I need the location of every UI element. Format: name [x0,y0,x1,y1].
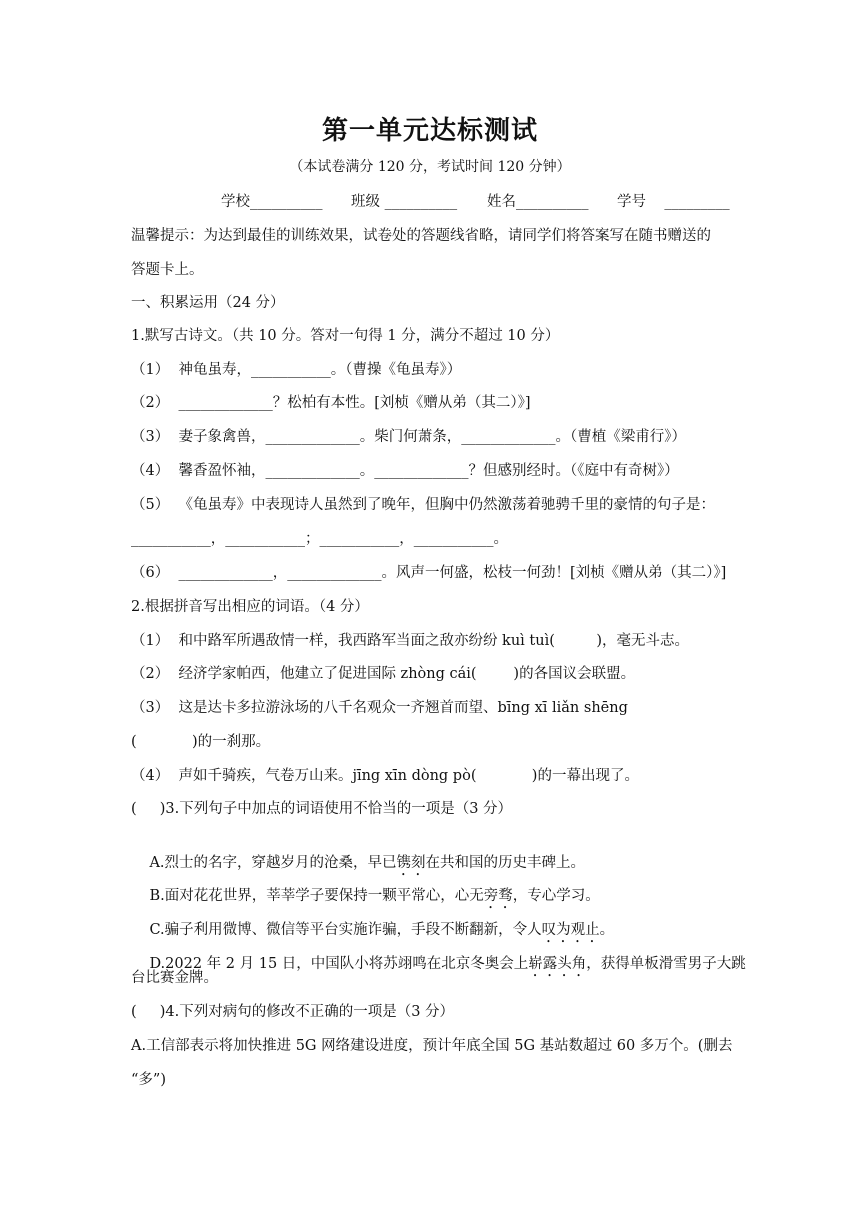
question-2-item: （1） 和中路军所遇敌情一样，我西路军当面之敌亦纷纷 kuì tuì( )，毫无斗志。 [131,633,690,649]
page-title: 第一单元达标测试 [321,116,538,146]
student-number-field: 学号 _________ [617,194,730,210]
student-info-row [221,190,730,210]
dotted-word: 旁骛 [483,888,513,904]
exam-subtitle: （本试卷满分 120 分，考试时间 120 分钟） [289,159,571,175]
question-4-stem: ( )4.下列对病句的修改不正确的一项是（3 分） [131,1004,455,1020]
question-1-item: （6） _____________，_____________。风声一何盛，松枝一何劲！[刘桢《赠从弟（其二）》] [131,565,727,581]
question-1-item: （5） 《龟虽寿》中表现诗人虽然到了晚年，但胸中仍然激荡着驰骋千里的豪情的句子是： [131,497,715,513]
school-field: 学校__________ [221,194,323,210]
option-text: B.面对花花世界，莘莘学子要保持一颗平常心，心无 [149,888,484,904]
option-text: A.烈士的名字，穿越岁月的沧桑，早已 [149,855,397,871]
question-1-item: ___________，___________；___________，___________。 [131,531,508,547]
notice-line-2: 答题卡上。 [131,262,204,278]
question-1-item: （2） _____________？松柏有本性。[刘桢《赠从弟（其二）》] [131,395,531,411]
question-1-item: （1） 神龟虽寿，___________。（曹操《龟虽寿》） [131,362,462,378]
option-text: 在共和国的历史丰碑上。 [425,855,586,871]
option-text: ，专心学习。 [512,888,600,904]
question-1-stem: 1.默写古诗文。（共 10 分。答对一句得 1 分，满分不超过 10 分） [131,328,560,344]
option-text: 。 [599,922,615,938]
question-1-item: （4） 馨香盈怀袖，_____________。_____________？但感别经时。（《庭中有奇树》） [131,463,679,479]
section-heading: 一、积累运用（24 分） [131,295,285,311]
option-text: D.2022 年 2 月 15 日，中国队小将苏翊鸣在北京冬奥会上 [149,956,529,972]
question-2-item: （4） 声如千骑疾，气卷万山来。jīng xīn dòng pò( )的一幕出现了。 [131,768,639,784]
option-text: ，获得单板滑雪男子大跳 [586,956,746,972]
dotted-word: 崭露头角 [528,956,587,972]
question-3-stem: ( )3.下列句子中加点的词语使用不恰当的一项是（3 分） [131,801,513,817]
notice-line-1: 温馨提示：为达到最佳的训练效果，试卷处的答题线省略，请同学们将答案写在随书赠送的 [131,228,711,244]
dotted-word: 镌刻 [396,855,426,871]
question-2-item: （3） 这是达卡多拉游泳场的八千名观众一齐翘首而望、bīng xī liǎn shēng [131,700,628,716]
question-1-item: （3） 妻子象禽兽，_____________。柴门何萧条，_____________。（曹植《梁甫行》） [131,429,686,445]
name-field: 姓名__________ [487,194,589,210]
question-2-stem: 2.根据拼音写出相应的词语。（4 分） [131,599,369,615]
question-3-option-d-cont: 台比赛金牌。 [131,970,218,986]
class-field: 班级 __________ [351,194,458,210]
dotted-word: 叹为观止 [541,922,600,938]
question-2-item: （2） 经济学家帕西，他建立了促进国际 zhòng cái( )的各国议会联盟。 [131,666,636,682]
question-3-option-d [131,934,746,1000]
question-4-option-a-cont: “多”) [131,1072,166,1088]
question-4-option-a: A.工信部表示将加快推进 5G 网络建设进度，预计年底全国 5G 基站数超过 60 多万个。(删去 [131,1038,733,1054]
option-text: C.骗子利用微博、微信等平台实施诈骗，手段不断翻新，令人 [149,922,542,938]
question-2-item: ( )的一刹那。 [131,734,271,750]
